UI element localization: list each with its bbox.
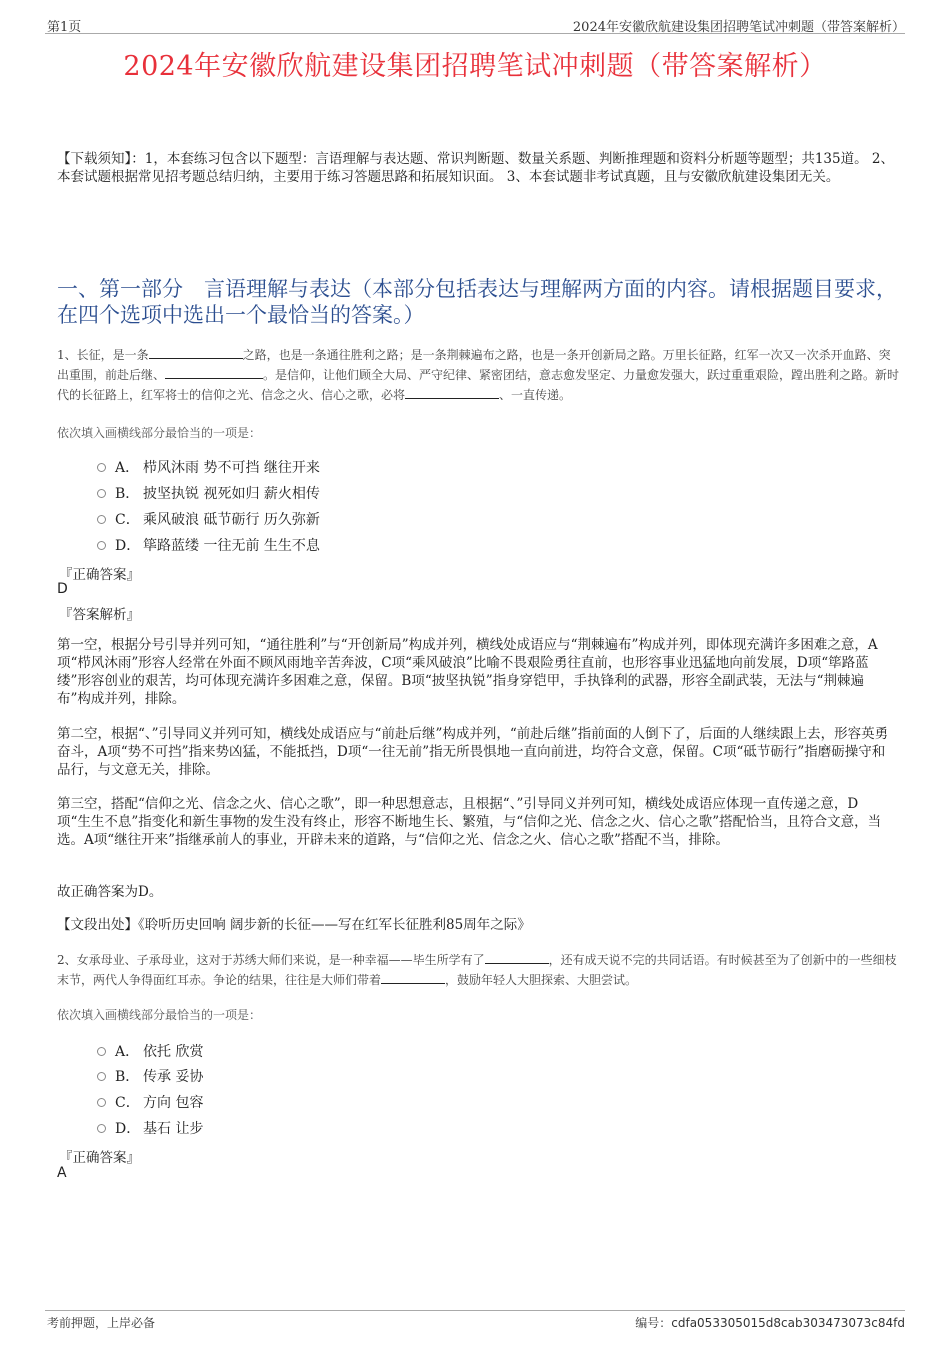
question-text-part: 1、长征，是一条	[57, 348, 149, 362]
answer-blank	[405, 387, 499, 399]
radio-icon[interactable]	[97, 489, 106, 498]
correct-answer-label: 『正确答案』	[59, 1150, 140, 1166]
code-value: cdfa053305015d8cab303473073c84fd	[671, 1316, 905, 1330]
question-text-part: 2、女承母业、子承母业，这对于苏绣大师们来说，是一种幸福——毕生所学有了	[57, 953, 485, 967]
question-2-prompt: 依次填入画横线部分最恰当的一项是：	[57, 1008, 262, 1022]
correct-answer: D	[57, 581, 68, 597]
correct-answer-label: 『正确答案』	[59, 567, 140, 583]
question-text-part: 之路，也是一条通往胜利之路；是一条荆棘遍布之路，也是一条开创新局之路。万里长征路，红军一次又一次杀开血路、突出重围，前赴后继、	[57, 348, 891, 382]
question-1-text	[57, 345, 902, 405]
option-d[interactable]: D． 基石 让步	[97, 1118, 203, 1138]
question-text-part: ，鼓励年轻人大胆探索、大胆尝试。	[445, 973, 638, 987]
radio-icon[interactable]	[97, 541, 106, 550]
correct-answer: A	[57, 1165, 67, 1181]
footer-slogan: 考前押题，上岸必备	[47, 1316, 156, 1330]
analysis-paragraph: 第二空，根据“、”引导同义并列可知，横线处成语应与“前赴后继”构成并列，“前赴后继”指前面的人倒下了，后面的人继续跟上去，形容英勇奋斗，A项“势不可挡”指来势凶猛，不能抵挡，D项“一往无前”指无所畏惧地一直向前进，均符合文意，保留。C项“砥节砺行”指磨砺操守和品行，与文意无关，排除。	[57, 726, 889, 778]
option-text: 传承 妥协	[143, 1069, 204, 1085]
option-text: 栉风沐雨 势不可挡 继往开来	[143, 460, 320, 476]
analysis-label: 『答案解析』	[59, 607, 140, 623]
radio-icon[interactable]	[97, 1124, 106, 1133]
section-heading: 一、第一部分 言语理解与表达（本部分包括表达与理解两方面的内容。请根据题目要求，在四个选项中选出一个最恰当的答案。）	[57, 277, 897, 327]
option-d[interactable]: D． 筚路蓝缕 一往无前 生生不息	[97, 535, 320, 555]
option-a[interactable]: A． 依托 欣赏	[97, 1041, 203, 1061]
analysis-paragraph: 第一空，根据分号引导并列可知，“通往胜利”与“开创新局”构成并列，横线处成语应与“荆棘遍布”构成并列，即体现充满许多困难之意，A项“栉风沐雨”形容人经常在外面不顾风雨地辛苦奔波，C项“乘风破浪”比喻不畏艰险勇往直前，也形容事业迅猛地向前发展，D项“筚路蓝缕”形容创业的艰苦，均可体现充满许多困难之意，保留。B项“披坚执锐”指身穿铠甲，手执锋利的武器，形容全副武装，无法与“荆棘遍布”构成并列，排除。	[57, 637, 878, 707]
radio-icon[interactable]	[97, 515, 106, 524]
option-b[interactable]: B． 披坚执锐 视死如归 薪火相传	[97, 483, 320, 503]
code-label: 编号：	[635, 1316, 672, 1330]
source-citation: 【文段出处】《聆听历史回响 阔步新的长征——写在红军长征胜利85周年之际》	[57, 917, 531, 933]
question-text-part: ，还有成天说不完的共同话语。有时候甚至为了创新中的一些细枝末节，两代人争得面红耳赤。争论的结果，往往是大师们带着	[57, 953, 897, 987]
question-1-prompt: 依次填入画横线部分最恰当的一项是：	[57, 426, 262, 440]
answer-blank	[149, 347, 243, 359]
option-c[interactable]: C． 方向 包容	[97, 1092, 203, 1112]
option-text: 披坚执锐 视死如归 薪火相传	[143, 486, 320, 502]
radio-icon[interactable]	[97, 1098, 106, 1107]
running-title: 2024年安徽欣航建设集团招聘笔试冲刺题（带答案解析）	[572, 20, 905, 35]
footer-divider	[45, 1310, 905, 1311]
question-text-part: 。是信仰，让他们顾全大局、严守纪律、紧密团结，意志愈发坚定、力量愈发强大，跃过重重艰险，蹚出胜利之路。新时代的长征路上，红军将士的信仰之光、信念之火、信心之歌，必将	[57, 368, 900, 402]
answer-blank	[381, 972, 445, 984]
option-b[interactable]: B． 传承 妥协	[97, 1066, 203, 1086]
radio-icon[interactable]	[97, 1072, 106, 1081]
option-c[interactable]: C． 乘风破浪 砥节砺行 历久弥新	[97, 509, 320, 529]
analysis-paragraph: 第三空，搭配“信仰之光、信念之火、信心之歌”，即一种思想意志，且根据“、”引导同义并列可知，横线处成语应体现一直传递之意，D项“生生不息”指变化和新生事物的发生没有终止，形容不断地生长、繁殖，与“信仰之光、信念之火、信心之歌”搭配恰当，且符合文意，当选。A项“继往开来”指继承前人的事业，开辟未来的道路，与“信仰之光、信念之火、信心之歌”搭配不当，排除。	[57, 796, 882, 848]
option-a[interactable]: A． 栉风沐雨 势不可挡 继往开来	[97, 457, 320, 477]
analysis-conclusion: 故正确答案为D。	[57, 884, 163, 900]
question-text-part: 、一直传递。	[499, 388, 572, 402]
radio-icon[interactable]	[97, 463, 106, 472]
option-text: 依托 欣赏	[143, 1044, 204, 1060]
document-title: 2024年安徽欣航建设集团招聘笔试冲刺题（带答案解析）	[123, 51, 827, 82]
question-2-text	[57, 950, 902, 990]
radio-icon[interactable]	[97, 1047, 106, 1056]
option-text: 方向 包容	[143, 1095, 204, 1111]
page-number: 第1页	[47, 20, 82, 35]
document-code	[635, 1314, 905, 1331]
option-text: 基石 让步	[143, 1121, 204, 1137]
header-divider	[45, 33, 905, 34]
answer-blank	[485, 952, 549, 964]
download-notice: 【下载须知】：1，本套练习包含以下题型：言语理解与表达题、常识判断题、数量关系题、判断推理题和资料分析题等题型；共135道。 2、本套试题根据常见招考题总结归纳，主要用于练习答题思路和拓展知识面。 3、本套试题非考试真题，且与安徽欣航建设集团无关。	[57, 151, 894, 185]
option-text: 筚路蓝缕 一往无前 生生不息	[143, 538, 320, 554]
option-text: 乘风破浪 砥节砺行 历久弥新	[143, 512, 320, 528]
answer-blank	[165, 367, 263, 379]
